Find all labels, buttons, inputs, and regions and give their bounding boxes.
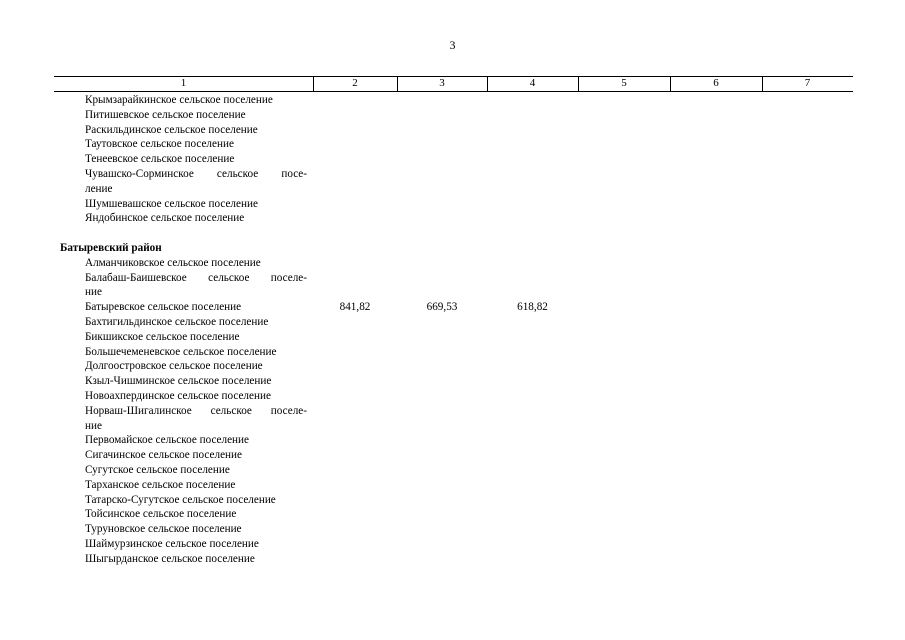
settlement-name: Крымзарайкинское сельское поселение: [85, 94, 273, 106]
table-header-bottom-border: [54, 91, 853, 92]
value-cell-col-4: 618,82: [517, 301, 548, 314]
table-row: [54, 552, 853, 567]
settlement-name: Шаймурзинское сельское поселение: [85, 537, 259, 550]
settlement-name: ние: [85, 286, 102, 299]
district-heading: Батыревский район: [60, 241, 162, 254]
page-number: 3: [449, 38, 456, 52]
settlement-name: Бикшикское сельское поселение: [85, 330, 240, 343]
column-header-1: 1: [180, 77, 187, 89]
table-row: [54, 522, 853, 537]
settlement-name: Яндобинское сельское поселение: [85, 212, 245, 225]
table-row: [54, 271, 853, 286]
table-row: [54, 419, 853, 434]
column-header-7: 7: [804, 77, 811, 89]
table-row: [54, 256, 853, 271]
table-row: [54, 389, 853, 404]
settlement-name: Таутовское сельское поселение: [85, 138, 234, 151]
column-header-4: 4: [529, 77, 536, 89]
table-row: [54, 448, 853, 463]
settlement-name: Тарханское сельское поселение: [85, 478, 236, 491]
table-row: [54, 108, 853, 123]
district-row: [54, 241, 853, 256]
settlement-name: ление: [85, 182, 113, 195]
settlement-name: Балабаш-Баишевское сельское поселе-: [85, 271, 307, 284]
table-row: [54, 152, 853, 167]
settlement-name: Первомайское сельское поселение: [85, 434, 249, 447]
settlement-name: Сигачинское сельское поселение: [85, 449, 242, 462]
value-cell-col-2: 841,82: [339, 301, 371, 314]
table-row: [54, 478, 853, 493]
settlement-name: Тенеевское сельское поселение: [85, 153, 235, 166]
table-row: [54, 182, 853, 197]
settlement-name: Сугутское сельское поселение: [85, 463, 230, 476]
settlement-name: Алманчиковское сельское поселение: [85, 256, 261, 269]
table-row: [54, 167, 853, 182]
column-header-3: 3: [439, 77, 445, 89]
settlement-name: ние: [85, 419, 102, 432]
table-row: [54, 93, 853, 108]
table-row: [54, 507, 853, 522]
column-header-2: 2: [352, 77, 358, 89]
settlement-name: Шумшевашское сельское поселение: [85, 197, 258, 210]
settlement-name: Новоахпердинское сельское поселение: [85, 389, 271, 402]
settlement-name: Кзыл-Чишминское сельское поселение: [85, 375, 272, 388]
table-row: [54, 493, 853, 508]
table-body: [54, 93, 853, 567]
table-row: [54, 315, 853, 330]
settlement-name: Раскильдинское сельское поселение: [85, 123, 258, 136]
column-header-5: 5: [621, 77, 627, 89]
table-row: [54, 374, 853, 389]
table-row: [54, 433, 853, 448]
settlement-name: Туруновское сельское поселение: [85, 523, 242, 536]
settlement-name: Питишевское сельское поселение: [85, 108, 246, 121]
column-header-6: 6: [713, 77, 719, 89]
value-cell-col-3: 669,53: [426, 301, 458, 314]
table-row: [54, 463, 853, 478]
settlement-name: Тойсинское сельское поселение: [85, 508, 237, 521]
settlement-name: Большечеменевское сельское поселение: [85, 345, 277, 358]
table-row: [54, 285, 853, 300]
table-row: [54, 345, 853, 360]
settlement-name: Норваш-Шигалинское сельское поселе-: [85, 404, 307, 417]
settlement-name: Чувашско-Сорминское сельское посе-: [85, 167, 307, 180]
settlement-name: Долгоостровское сельское поселение: [85, 360, 263, 373]
table-row: [54, 300, 853, 315]
settlement-name: Шыгырданское сельское поселение: [85, 552, 255, 565]
table-row: [54, 197, 853, 212]
settlement-name: Батыревское сельское поселение: [85, 301, 242, 314]
settlement-name: Бахтигильдинское сельское поселение: [85, 315, 269, 328]
table-row: [54, 330, 853, 345]
settlement-name: Татарско-Сугутское сельское поселение: [85, 493, 276, 506]
table-row: [54, 123, 853, 138]
blank-row: [54, 226, 853, 241]
table-row: [54, 537, 853, 552]
table-row: [54, 359, 853, 374]
table-row: [54, 404, 853, 419]
table-row: [54, 211, 853, 226]
table-row: [54, 137, 853, 152]
